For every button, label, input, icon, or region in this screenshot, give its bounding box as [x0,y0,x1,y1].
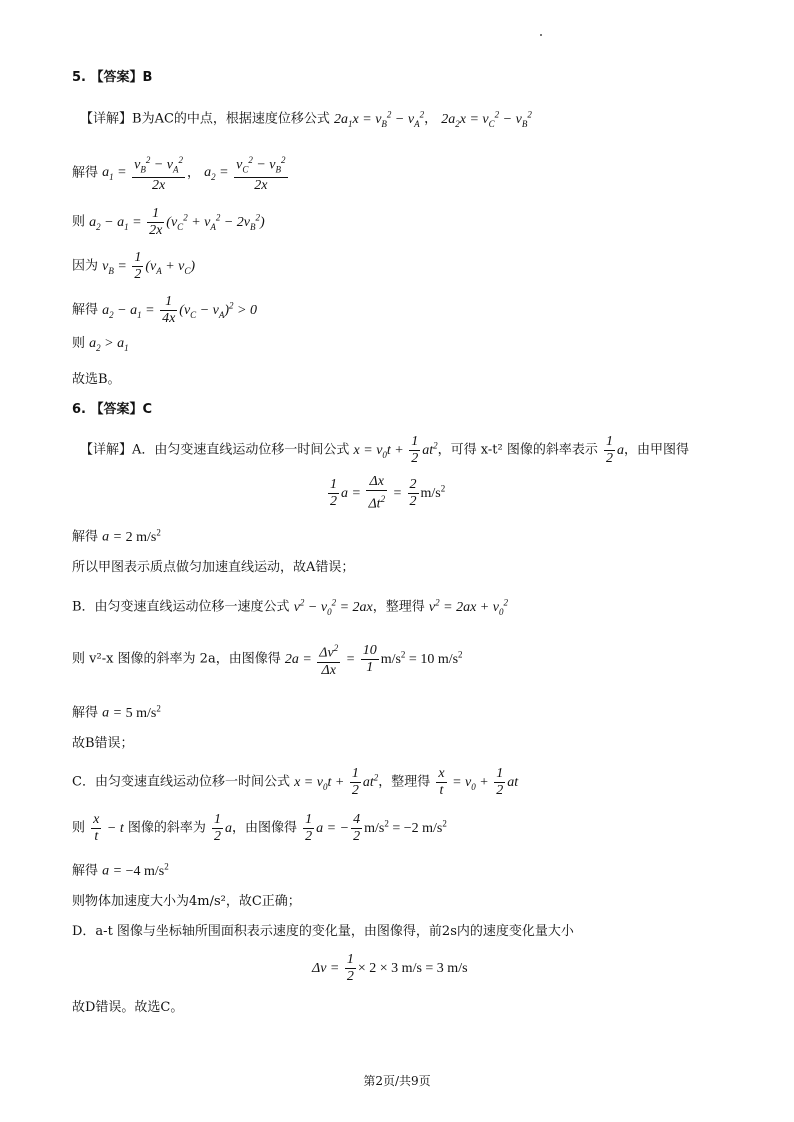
q6-b-text-1: B．由匀变速直线运动位移一速度公式 [72,599,290,615]
q6-b-formula: $v^2 - v_0^2 = 2ax$ [293,597,373,617]
q6-b-slope-line [72,640,463,679]
q6-c-slope-2: 图像的斜率为 [127,820,206,836]
q5-a2-formula: $a_2$ = $\frac{v_C^2 - v_B^2}{2x}$ [204,165,289,180]
q6-b-slope-eq: 2a = $\frac{\Delta v^2}{\Delta x}$ = $\frac{10}{1}$ $m/s^2 = 10$ $m/s^2$ [285,652,463,667]
q5-then-line [72,206,265,239]
q5-diff2-formula: $a_2 - a_1$ = $\frac{1}{4x}$ $(v_C - v_A)^2 > 0$ [102,294,257,326]
q5-then2-line [72,334,129,358]
q6-c-text-1: C．由匀变速直线运动位移一时间公式 [72,774,290,790]
q6-a-result: 所以甲图表示质点做匀加速直线运动，故A错误； [72,560,355,575]
q6-a-half: $\frac{1}{2}$ a [605,434,624,466]
q6-b-result: 故B错误； [72,736,134,751]
q6-c-formula: $x = v_0t$ + $\frac{1}{2}$ $at^2$ [294,766,379,798]
q5-because-label: 因为 [72,258,99,274]
q6-c-line [72,766,518,799]
q6-c-graph-label: $\frac{x}{t}$ − t [93,812,124,844]
q5-then-label: 则 [72,214,86,230]
q5-solve2-line [72,294,257,327]
q6-a-text-3: ，由甲图得 [623,442,689,458]
q6-a-solve-line [72,522,161,548]
q6-a-line [80,434,689,467]
q6-b-rearranged: $v^2 = 2ax + v_0^2$ [428,597,508,617]
q5-heading: 5. 【答案】B [72,70,153,85]
q6-c-rearranged: $\frac{x}{t}$ = $v_0$ + $\frac{1}{2}$ at [438,766,519,798]
q6-c-slope-line [72,812,447,845]
q5-conclusion: 故选B。 [72,372,121,387]
q6-c-solve-line [72,856,169,882]
q6-c-solve: 解得 [72,863,99,879]
q6-a-slope-eq: $\frac{1}{2}$ a = $\frac{\Delta x}{\Delta t^2}$ = $\frac{2}{2}$ $m/s^2$ [330,474,446,512]
q6-a-solve: 解得 [72,529,99,545]
q6-b-line [72,592,508,621]
q5-detail-label: 【详解】 [80,111,133,127]
q6-b-slope-1: 则 v²-x 图像的斜率为 2a，由图像得 [72,651,281,667]
q5-diff-formula: $a_2 - a_1$ = $\frac{1}{2x}$ $(v_C^2 + v_A^2 - 2v_B^2)$ [89,206,265,238]
q6-a-value: a = 2 $m/s^2$ [102,527,161,545]
q5-a1-formula: $a_1$ = $\frac{v_B^2 - v_A^2}{2x}$ [102,165,187,180]
q6-c-text-2: ，整理得 [378,774,431,790]
q6-d-formula: Δv = $\frac{1}{2}$ × 2 × 3 m/s = 3 m/s [312,952,468,984]
q6-b-solve: 解得 [72,705,99,721]
q5-because-line [72,250,195,283]
q6-b-value: a = 5 $m/s^2$ [102,703,161,721]
q5-then2-label: 则 [72,336,86,351]
q6-d-text: D．a-t 图像与坐标轴所围面积表示速度的变化量，由图像得，前2s内的速度变化量大小 [72,924,574,939]
q6-c-slope-eq: $\frac{1}{2}$ a = − $\frac{4}{2}$ $m/s^2 = -2$ $m/s^2$ [305,812,447,844]
q5-ineq: $a_2 > a_1$ [89,336,129,353]
q5-solve2-label: 解得 [72,302,99,318]
q5-solve-label: 解得 [72,165,99,181]
q6-c-result: 则物体加速度大小为4m/s²，故C正确； [72,894,301,909]
q5-detail-line [80,104,532,133]
q5-solve-line: 解得 $a_1$ = $\frac{v_B^2 - v_A^2}{2x}$ ， $a_2$ = $\frac{v_C^2 - v_B^2}{2x}$ [72,152,290,194]
q6-a-text-1: 【详解】A．由匀变速直线运动位移一时间公式 [80,442,350,458]
q6-b-text-2: ，整理得 [372,599,425,615]
q5-vb-formula: $v_B$ = $\frac{1}{2}$ $(v_A + v_C)$ [102,250,196,282]
q6-a-formula: $x = v_0t$ + $\frac{1}{2}$ $at^2$ [353,434,438,466]
q6-c-slope-1: 则 [72,820,86,836]
scan-dot [540,34,542,36]
q6-d-result: 故D错误。故选C。 [72,1000,184,1015]
q6-c-slope-3: ，由图像得 [232,820,298,836]
page-footer: 第2页/共9页 [363,1074,431,1088]
q6-heading: 6. 【答案】C [72,402,153,417]
q5-detail-text: B为AC的中点，根据速度位移公式 [132,111,330,127]
q6-b-solve-line [72,698,161,724]
q5-eq1: $2a_1x = v_B^2 - v_A^2$ [334,109,425,129]
q6-c-half: $\frac{1}{2}$ a [214,812,233,844]
q5-eq2: $2a_2x = v_C^2 - v_B^2$ [441,109,532,129]
q6-c-value: a = −4 $m/s^2$ [102,861,169,879]
q5-eq-sep: ， [424,111,438,127]
q6-a-text-2: ，可得 x-t² 图像的斜率表示 [437,442,598,458]
